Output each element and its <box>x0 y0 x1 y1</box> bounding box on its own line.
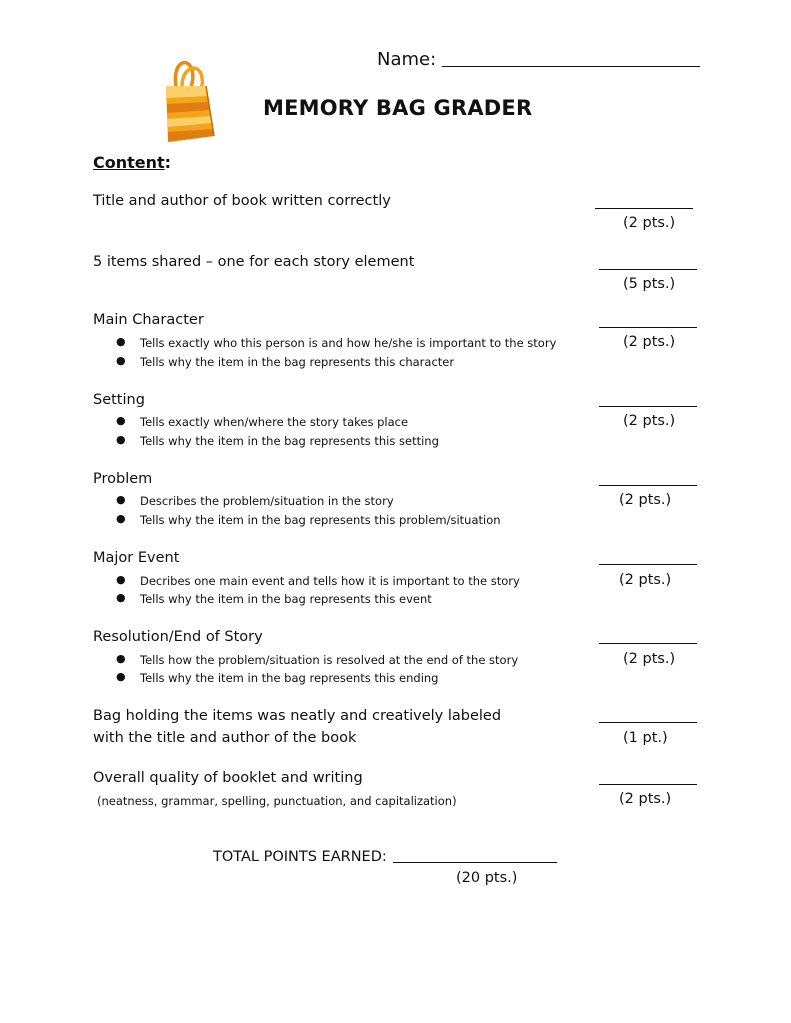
content-heading: Content: <box>93 153 172 172</box>
criterion-label: Problem <box>93 471 153 487</box>
criterion-bullet: ● Tells exactly when/where the story takes place <box>116 414 409 429</box>
total-points: (20 pts.) <box>456 870 518 886</box>
criterion-subnote: (neatness, grammar, spelling, punctuation, and capitalization) <box>97 794 457 808</box>
criterion-points: (2 pts.) <box>623 215 676 231</box>
criterion-bullet: ● Tells why the item in the bag represents this problem/situation <box>116 512 501 527</box>
criterion-label: Resolution/End of Story <box>93 629 263 645</box>
criterion-points: (2 pts.) <box>619 492 672 508</box>
score-blank-line[interactable] <box>599 269 697 270</box>
score-blank-line[interactable] <box>599 485 697 486</box>
criterion-bullet: ● Tells why the item in the bag represents this setting <box>116 433 439 448</box>
criterion-label-line2: with the title and author of the book <box>93 730 357 746</box>
criterion-points: (1 pt.) <box>623 730 668 746</box>
shopping-bag-icon <box>158 56 216 144</box>
criterion-bullet: ● Tells why the item in the bag represents this event <box>116 591 432 606</box>
criterion-label: Main Character <box>93 312 204 328</box>
total-blank-line[interactable] <box>393 848 557 863</box>
score-blank-line[interactable] <box>599 722 697 723</box>
criterion-label: Setting <box>93 392 145 408</box>
criterion-bullet: ● Tells why the item in the bag represents this character <box>116 354 455 369</box>
score-blank-line[interactable] <box>599 327 697 328</box>
criterion-label: Major Event <box>93 550 180 566</box>
criterion-label: Overall quality of booklet and writing <box>93 770 363 786</box>
criterion-points: (2 pts.) <box>623 334 676 350</box>
total-label: TOTAL POINTS EARNED: <box>213 849 387 865</box>
criterion-bullet: ● Tells why the item in the bag represents this ending <box>116 670 439 685</box>
name-label: Name: <box>377 49 437 70</box>
criterion-label: Title and author of book written correctly <box>93 193 391 209</box>
criterion-bullet: ● Tells how the problem/situation is resolved at the end of the story <box>116 652 519 667</box>
criterion-label: Bag holding the items was neatly and creatively labeled <box>93 708 502 724</box>
name-field[interactable] <box>377 48 700 70</box>
criterion-points: (2 pts.) <box>619 791 672 807</box>
score-blank-line[interactable] <box>599 564 697 565</box>
criterion-bullet: ● Describes the problem/situation in the story <box>116 493 394 508</box>
score-blank-line[interactable] <box>599 784 697 785</box>
criterion-points: (2 pts.) <box>623 651 676 667</box>
criterion-bullet: ● Decribes one main event and tells how it is important to the story <box>116 573 520 588</box>
score-blank-line[interactable] <box>595 208 693 209</box>
page-title: MEMORY BAG GRADER <box>263 96 533 120</box>
total-points-row <box>213 848 557 865</box>
name-blank-line[interactable] <box>442 48 700 67</box>
criterion-points: (2 pts.) <box>623 413 676 429</box>
criterion-points: (2 pts.) <box>619 572 672 588</box>
score-blank-line[interactable] <box>599 643 697 644</box>
criterion-bullet: ● Tells exactly who this person is and how he/she is important to the story <box>116 335 557 350</box>
score-blank-line[interactable] <box>599 406 697 407</box>
criterion-label: 5 items shared – one for each story element <box>93 254 415 270</box>
criterion-points: (5 pts.) <box>623 276 676 292</box>
